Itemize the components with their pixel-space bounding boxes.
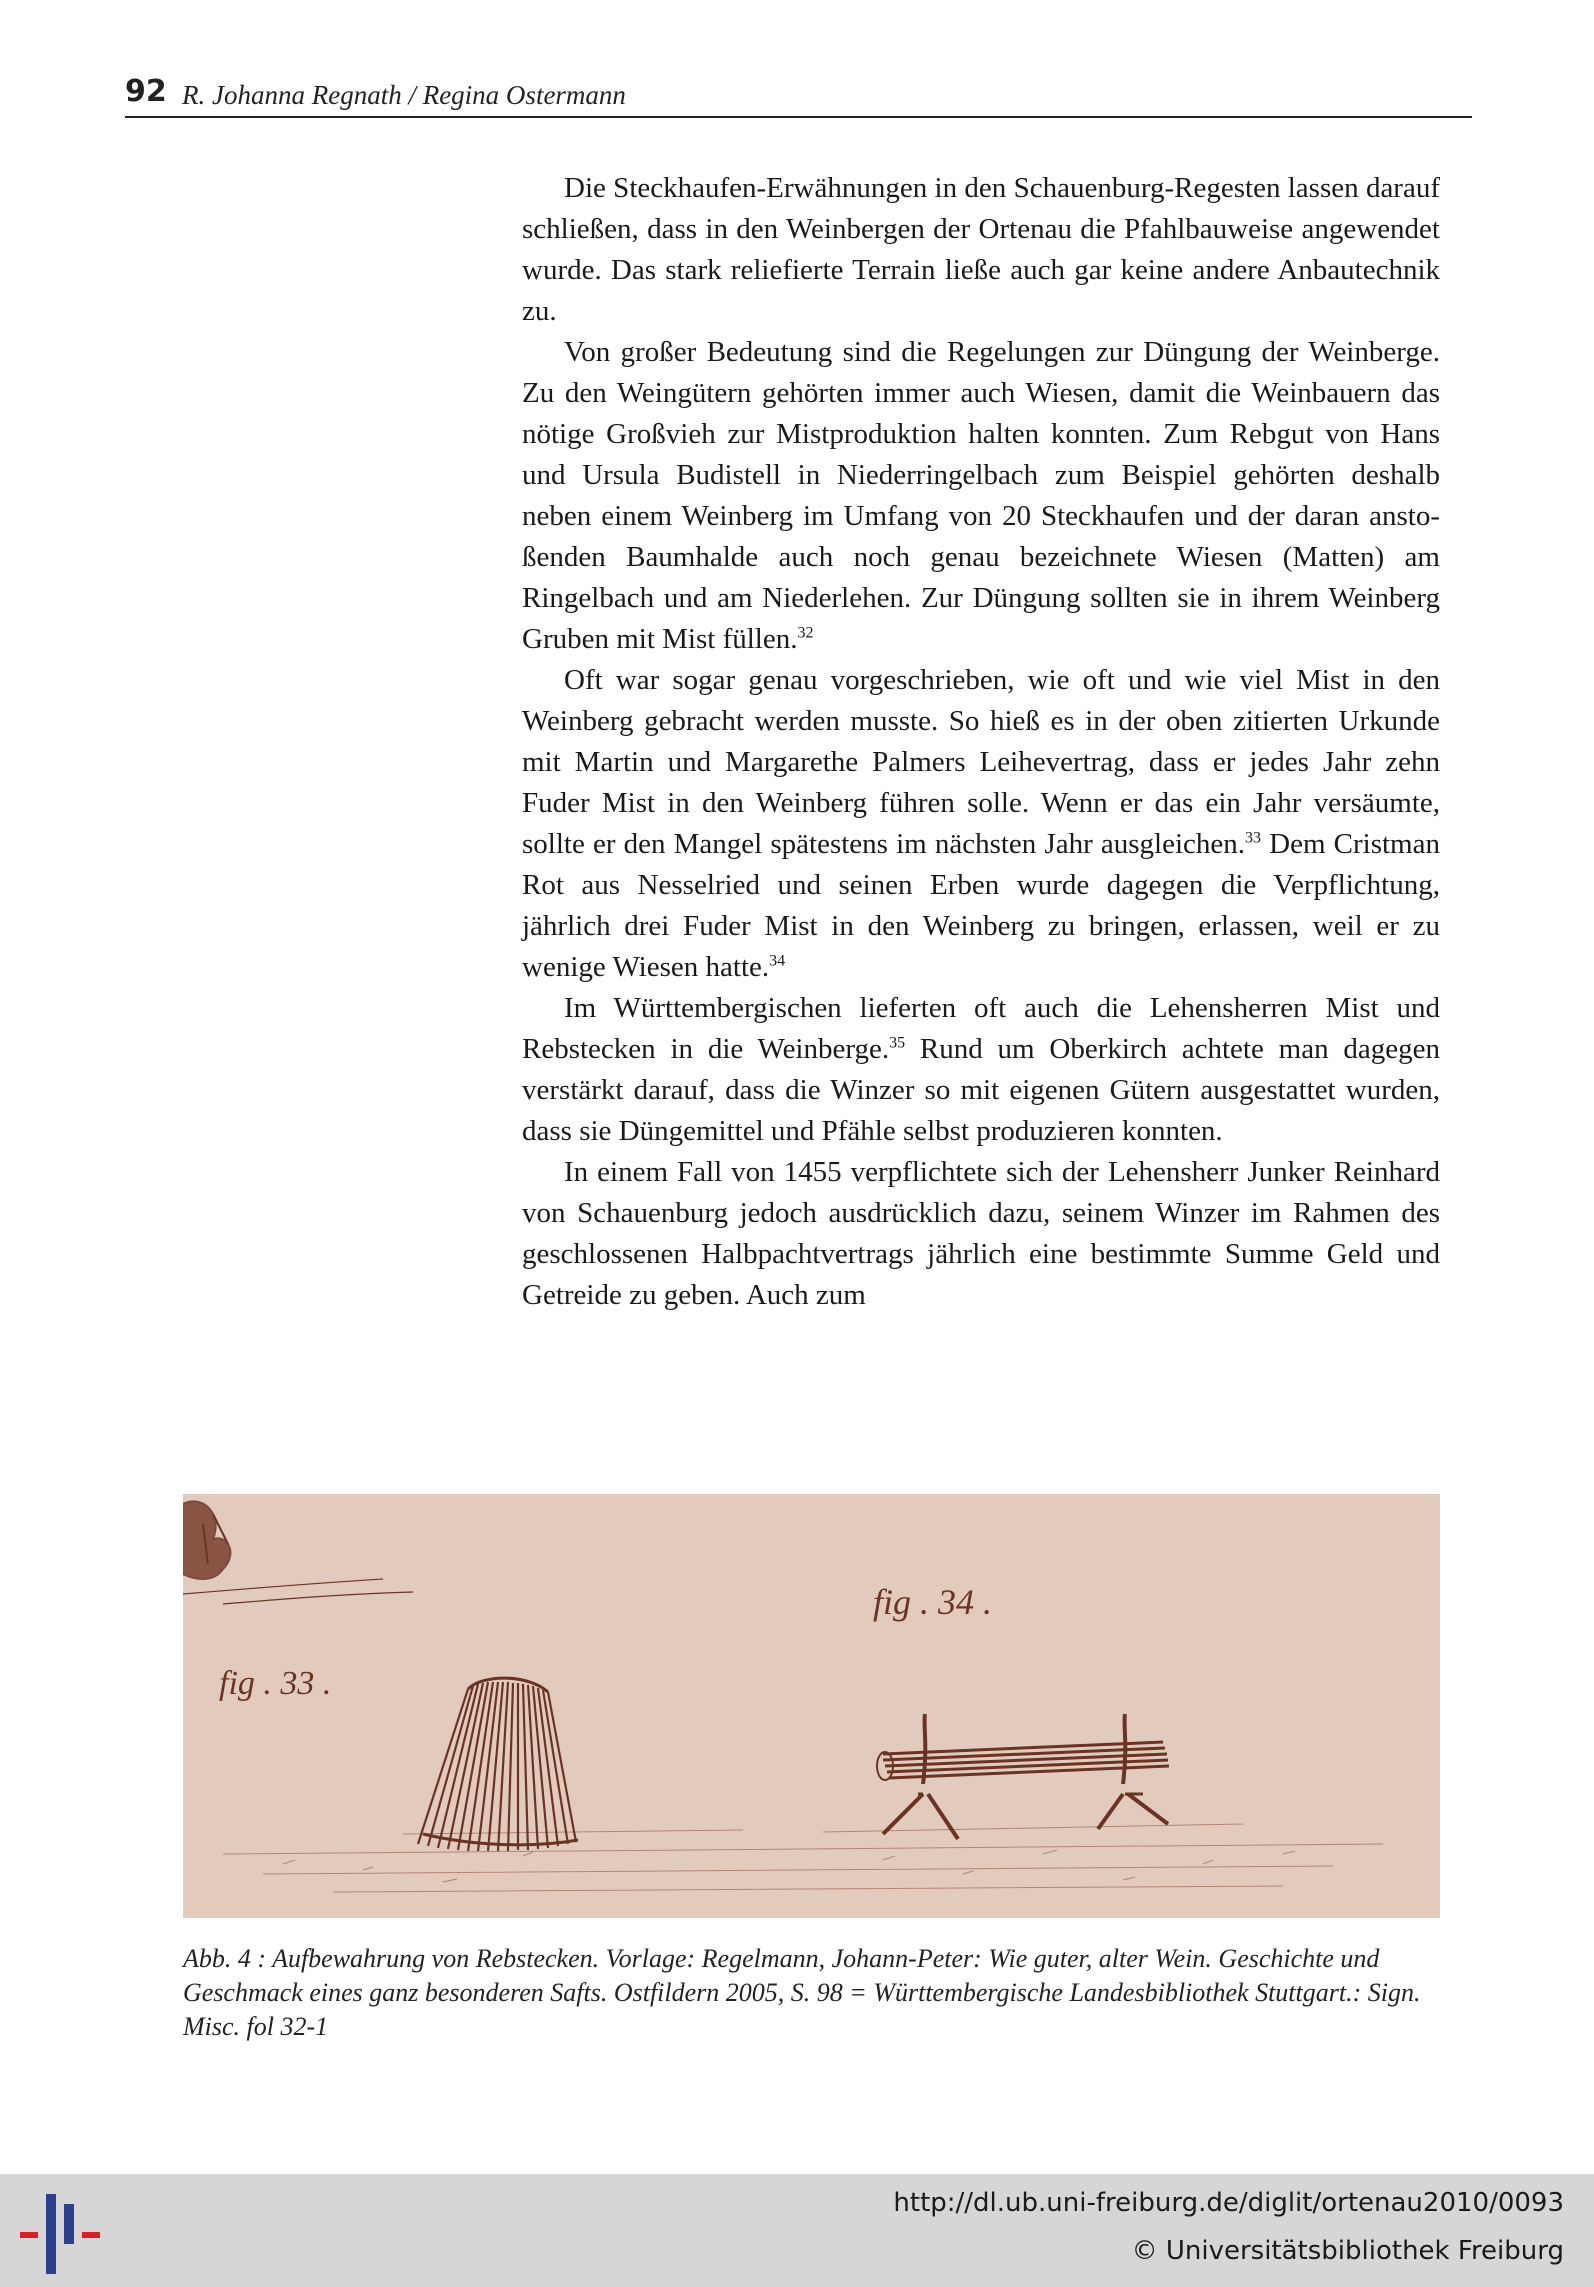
- paragraph-5: In einem Fall von 1455 verpflichtete sich der Lehensherr Junker Reinhard von Schauenburg jedoch ausdrücklich dazu, seinem Winzer im Rahmen des geschlossenen Halbpachtvertrags jährlich eine bestimmte Summe Geld und Getreide zu geben. Auch zum: [522, 1156, 1440, 1311]
- engraving-figure: [183, 1494, 1440, 1918]
- engraving-image: [183, 1494, 1440, 1918]
- footer-bar: [0, 2174, 1594, 2287]
- paragraph-4-text-a: Im Württembergischen lieferten oft auch die Lehensherren Mist und Rebstecken in die Weinberge.: [522, 992, 1440, 1065]
- paragraph-3: [522, 660, 1440, 988]
- paragraph-4-text-b: Rund um Oberkirch achtete man dagegen verstärkt darauf, dass die Winzer so mit eigenen Gütern ausgestattet wurden, dass sie Düngemittel und Pfähle selbst produzieren konnten.: [522, 1033, 1440, 1147]
- paragraph-3-text-a: Oft war sogar genau vorgeschrieben, wie oft und wie viel Mist in den Weinberg gebracht werden musste. So hieß es in der oben zitierten Urkunde mit Martin und Margarethe Palmers Leihevertrag, dass er jedes Jahr zehn Fuder Mist in den Weinberg führen solle. Wenn er das ein Jahr versäumte, sollte er den Mangel spätestens im nächsten Jahr ausgleichen.: [522, 664, 1440, 860]
- paragraph-3-text-b: Dem Cristman Rot aus Nesselried und seinen Erben wurde dagegen die Verpflichtung, jährlich drei Fuder Mist in den Weinberg zu bringen, erlassen, weil er zu wenige Wiesen hatte.: [522, 828, 1440, 983]
- library-logo-icon: [20, 2194, 100, 2274]
- page-number: 92: [125, 74, 167, 109]
- paragraph-1: Die Steckhaufen-Erwähnungen in den Schauenburg-Regesten lassen darauf schließen, dass in den Weinbergen der Ortenau die Pfahlbauweise angewendet wurde. Das stark reliefierte Terrain ließe auch gar keine andere Anbautechnik zu.: [522, 172, 1440, 327]
- running-head: R. Johanna Regnath / Regina Ostermann: [182, 80, 626, 110]
- paragraph-4: [522, 988, 1440, 1152]
- footnote-ref-33[interactable]: 33: [1245, 829, 1262, 847]
- footnote-ref-34[interactable]: 34: [769, 952, 786, 970]
- footnote-ref-32[interactable]: 32: [797, 624, 814, 642]
- paragraph-2-text: Von großer Bedeutung sind die Regelungen zur Düngung der Weinberge. Zu den Weingütern gehörten immer auch Wiesen, damit die Weinbauern das nötige Großvieh zur Mistproduktion halten konnten. Zum Rebgut von Hans und Ursula Budistell in Niederringelbach zum Beispiel gehörten deshalb neben einem Weinberg im Umfang von 20 Steckhaufen und der daran anstoßenden Baumhalde auch noch genau bezeichnete Wiesen (Matten) am Ringelbach und am Niederlehen. Zur Düngung sollten sie in ihrem Weinberg Gruben mit Mist füllen.: [522, 336, 1440, 655]
- body-text: [522, 168, 1440, 1316]
- footer-copyright: © Universitätsbibliothek Freiburg: [1131, 2236, 1564, 2266]
- fig-34-label: fig . 34 .: [873, 1582, 993, 1622]
- footer-url-link[interactable]: http://dl.ub.uni-freiburg.de/diglit/ortenau2010/0093: [893, 2188, 1564, 2218]
- footnote-ref-35[interactable]: 35: [889, 1034, 906, 1052]
- figure-caption: Abb. 4 : Aufbewahrung von Rebstecken. Vorlage: Regelmann, Johann-Peter: Wie guter, alter Wein. Geschichte und Geschmack eines ganz besonderen Safts. Ostfildern 2005, S. 98 = Württembergische Landesbibliothek Stuttgart.: Sign. Misc. fol 32-1: [183, 1944, 1421, 2041]
- fig-33-label: fig . 33 .: [219, 1665, 332, 1702]
- engraving-background: [183, 1494, 1440, 1918]
- paragraph-2: [522, 332, 1440, 660]
- page-header: [125, 72, 1472, 118]
